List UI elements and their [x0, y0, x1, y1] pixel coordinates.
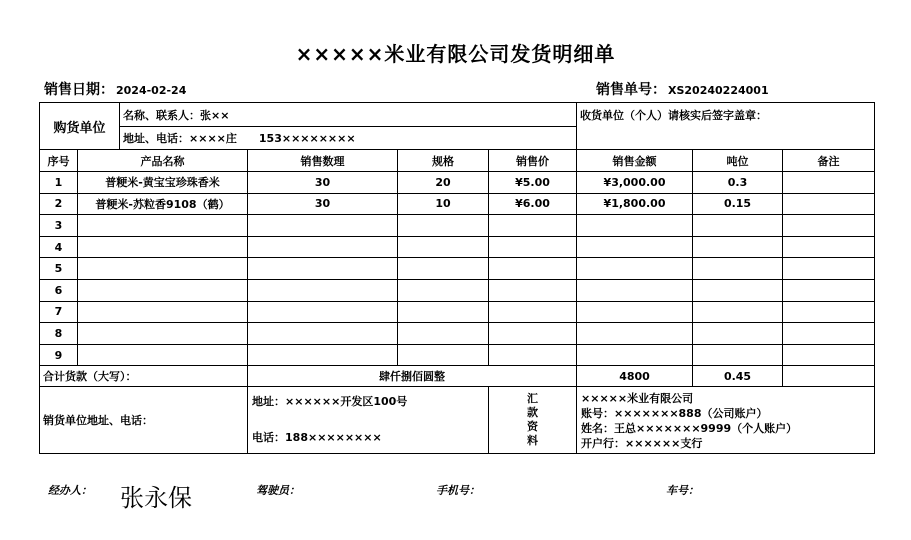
cell-tonnage — [693, 279, 783, 301]
cell-spec — [398, 301, 489, 323]
table-row — [40, 323, 875, 345]
seller-address: 地址：××××××开发区100号 — [252, 395, 408, 409]
cell-no: 5 — [40, 258, 78, 280]
total-note — [783, 366, 875, 387]
buyer-phone-value: 153×××××××× — [258, 132, 356, 145]
cell-note — [783, 323, 875, 345]
col-header-price: 销售价 — [489, 150, 577, 172]
receiver-sign-label: 收货单位（个人）请核实后签字盖章： — [580, 109, 768, 122]
remit-company: ×××××米业有限公司 — [581, 392, 694, 406]
table-row — [40, 193, 875, 215]
cell-price — [489, 258, 577, 280]
sale-date-value: 2024-02-24 — [116, 84, 187, 97]
cell-tonnage — [693, 344, 783, 366]
cell-spec — [398, 344, 489, 366]
phone-label: 手机号： — [436, 484, 480, 497]
cell-spec — [398, 236, 489, 258]
cell-tonnage — [693, 258, 783, 280]
cell-no: 9 — [40, 344, 78, 366]
remit-account-personal: 姓名：王总×××××××9999（个人账户） — [581, 422, 798, 436]
cell-qty — [248, 323, 398, 345]
cell-note — [783, 215, 875, 237]
cell-note — [783, 172, 875, 194]
col-header-qty: 销售数理 — [248, 150, 398, 172]
cell-product: 普粳米-苏粒香9108（鹤） — [78, 193, 248, 215]
buyer-contact-label: 名称、联系人： — [123, 108, 201, 122]
cell-amount — [577, 279, 693, 301]
seller-row — [40, 387, 875, 454]
seller-phone: 电话：188×××××××× — [252, 431, 382, 445]
remit-bank: 开户行：××××××支行 — [581, 437, 703, 451]
plate-label: 车号： — [666, 484, 699, 497]
remit-label — [489, 387, 577, 454]
table-row — [40, 172, 875, 194]
buyer-address — [120, 127, 577, 150]
col-header-spec: 规格 — [398, 150, 489, 172]
cell-no: 6 — [40, 279, 78, 301]
cell-spec: 10 — [398, 193, 489, 215]
cell-qty — [248, 236, 398, 258]
cell-product — [78, 215, 248, 237]
cell-price — [489, 323, 577, 345]
table-header — [40, 150, 875, 172]
cell-product — [78, 258, 248, 280]
cell-price: ¥5.00 — [489, 172, 577, 194]
cell-tonnage: 0.3 — [693, 172, 783, 194]
cell-no: 2 — [40, 193, 78, 215]
remit-label-char: 资 — [527, 420, 539, 434]
cell-price — [489, 301, 577, 323]
buyer-address-label: 地址、电话： — [123, 132, 190, 145]
document-title: ×××××米业有限公司发货明细单 — [295, 42, 616, 66]
col-header-tonnage: 吨位 — [693, 150, 783, 172]
total-row — [40, 366, 875, 387]
cell-product — [78, 323, 248, 345]
cell-price: ¥6.00 — [489, 193, 577, 215]
cell-no: 8 — [40, 323, 78, 345]
col-header-no: 序号 — [40, 150, 78, 172]
cell-spec: 20 — [398, 172, 489, 194]
cell-no: 7 — [40, 301, 78, 323]
cell-qty — [248, 344, 398, 366]
buyer-label: 购货单位 — [40, 103, 120, 150]
table-row — [40, 279, 875, 301]
cell-qty — [248, 279, 398, 301]
buyer-contact — [120, 103, 577, 127]
cell-amount: ¥3,000.00 — [577, 172, 693, 194]
cell-note — [783, 236, 875, 258]
handler-label: 经办人： — [48, 484, 92, 497]
col-header-note: 备注 — [783, 150, 875, 172]
order-number-label: 销售单号： — [596, 82, 666, 98]
cell-amount — [577, 258, 693, 280]
cell-spec — [398, 258, 489, 280]
cell-qty — [248, 215, 398, 237]
cell-amount — [577, 215, 693, 237]
cell-tonnage — [693, 236, 783, 258]
remit-label-char: 汇 — [527, 392, 539, 406]
cell-tonnage — [693, 301, 783, 323]
cell-note — [783, 193, 875, 215]
cell-amount — [577, 323, 693, 345]
cell-qty — [248, 258, 398, 280]
sale-date — [44, 79, 186, 99]
cell-amount: ¥1,800.00 — [577, 193, 693, 215]
cell-qty: 30 — [248, 193, 398, 215]
cell-tonnage — [693, 215, 783, 237]
table-row — [40, 301, 875, 323]
cell-note — [783, 301, 875, 323]
remit-label-char: 款 — [527, 406, 539, 420]
cell-spec — [398, 215, 489, 237]
cell-product — [78, 236, 248, 258]
buyer-contact-value: 张×× — [200, 108, 230, 122]
sale-date-label: 销售日期： — [44, 82, 114, 98]
shipment-table — [39, 102, 875, 454]
receiver-sign-box — [577, 103, 875, 150]
handler-signature: 张永保 — [120, 484, 192, 512]
remit-account-company: 账号：×××××××888（公司账户） — [581, 407, 768, 421]
cell-price — [489, 236, 577, 258]
table-row — [40, 258, 875, 280]
order-number-value: XS20240224001 — [668, 84, 769, 97]
cell-amount — [577, 344, 693, 366]
seller-info — [248, 387, 489, 454]
remit-label-char: 料 — [527, 434, 539, 448]
cell-price — [489, 215, 577, 237]
cell-note — [783, 279, 875, 301]
total-label: 合计货款（大写）： — [40, 366, 248, 387]
remit-info — [577, 387, 875, 454]
cell-tonnage — [693, 323, 783, 345]
driver-label: 驾驶员： — [256, 484, 300, 497]
cell-no: 4 — [40, 236, 78, 258]
col-header-amount: 销售金额 — [577, 150, 693, 172]
cell-no: 1 — [40, 172, 78, 194]
table-row — [40, 344, 875, 366]
cell-product — [78, 279, 248, 301]
buyer-address-value: ××××庄 — [189, 132, 237, 145]
table-row — [40, 215, 875, 237]
cell-price — [489, 344, 577, 366]
cell-amount — [577, 301, 693, 323]
cell-amount — [577, 236, 693, 258]
order-number — [596, 79, 769, 99]
cell-spec — [398, 323, 489, 345]
cell-price — [489, 279, 577, 301]
cell-tonnage: 0.15 — [693, 193, 783, 215]
col-header-product: 产品名称 — [78, 150, 248, 172]
total-amount: 4800 — [577, 366, 693, 387]
cell-spec — [398, 279, 489, 301]
table-row — [40, 236, 875, 258]
total-tonnage: 0.45 — [693, 366, 783, 387]
cell-product — [78, 301, 248, 323]
cell-qty — [248, 301, 398, 323]
total-amount-words: 肆仟捌佰圆整 — [248, 366, 577, 387]
cell-product: 普粳米-黄宝宝珍珠香米 — [78, 172, 248, 194]
cell-note — [783, 258, 875, 280]
seller-label: 销货单位地址、电话： — [40, 387, 248, 454]
cell-qty: 30 — [248, 172, 398, 194]
cell-note — [783, 344, 875, 366]
cell-no: 3 — [40, 215, 78, 237]
cell-product — [78, 344, 248, 366]
